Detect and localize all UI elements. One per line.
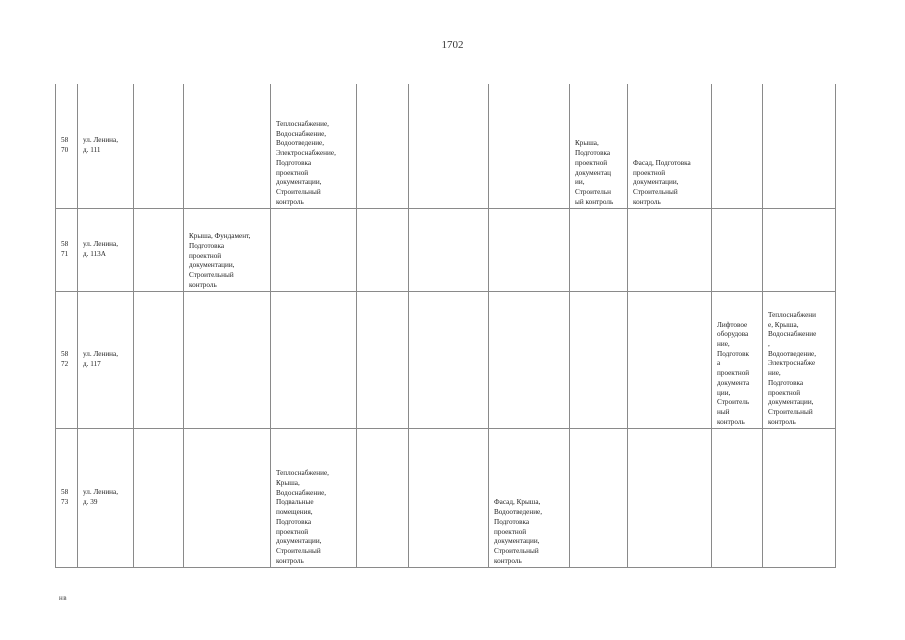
table-cell <box>712 84 763 208</box>
row-number-cell: 58 70 <box>56 84 78 208</box>
table-cell <box>570 291 628 428</box>
table-cell <box>134 208 184 291</box>
table-cell <box>570 208 628 291</box>
footer-mark: нв <box>59 594 68 602</box>
table-cell: Фасад, Подготовка проектной документации, Строительный контроль <box>628 84 712 208</box>
table-cell <box>712 428 763 567</box>
table-cell <box>184 84 271 208</box>
row-number-cell: 58 72 <box>56 291 78 428</box>
row-number-cell: 58 73 <box>56 428 78 567</box>
table-cell <box>763 84 836 208</box>
table-row <box>56 208 836 291</box>
table-cell <box>357 208 409 291</box>
table-cell: Фасад, Крыша, Водоотведение, Подготовка проектной документации, Строительный контроль <box>489 428 570 567</box>
address-cell: ул. Ленина, д. 113А <box>78 208 134 291</box>
table-cell: Теплоснабжени е, Крыша, Водоснабжение , Водоотведение, Электроснабже ние, Подготовка проектной документации, Строительный контроль <box>763 291 836 428</box>
table-cell <box>489 208 570 291</box>
table-cell <box>489 84 570 208</box>
table-cell <box>409 291 489 428</box>
table-cell <box>134 428 184 567</box>
table-cell <box>134 291 184 428</box>
table-cell <box>409 208 489 291</box>
table-cell <box>357 291 409 428</box>
table-row <box>56 428 836 567</box>
table-cell <box>489 291 570 428</box>
table-cell: Крыша, Фундамент, Подготовка проектной документации, Строительный контроль <box>184 208 271 291</box>
address-cell: ул. Ленина, д. 39 <box>78 428 134 567</box>
table-cell <box>184 291 271 428</box>
table-cell <box>357 84 409 208</box>
table-cell: Лифтовое оборудова ние, Подготовк а проектной документа ции, Строитель ный контроль <box>712 291 763 428</box>
table-cell <box>570 428 628 567</box>
table-cell <box>628 291 712 428</box>
row-number-cell: 58 71 <box>56 208 78 291</box>
table-cell <box>628 428 712 567</box>
table-cell <box>712 208 763 291</box>
table-cell <box>271 291 357 428</box>
table-cell <box>134 84 184 208</box>
table-row <box>56 291 836 428</box>
table-cell <box>184 428 271 567</box>
table-row <box>56 84 836 208</box>
table-cell <box>409 84 489 208</box>
table-cell: Крыша, Подготовка проектной документац ии, Строительн ый контроль <box>570 84 628 208</box>
address-cell: ул. Ленина, д. 111 <box>78 84 134 208</box>
table-cell <box>763 208 836 291</box>
address-cell: ул. Ленина, д. 117 <box>78 291 134 428</box>
table-cell <box>763 428 836 567</box>
works-table <box>55 84 836 568</box>
table-cell: Теплоснабжение, Водоснабжение, Водоотведение, Электроснабжение, Подготовка проектной документации, Строительный контроль <box>271 84 357 208</box>
table-cell <box>409 428 489 567</box>
table-cell <box>271 208 357 291</box>
table-cell: Теплоснабжение, Крыша, Водоснабжение, Подвальные помещения, Подготовка проектной документации, Строительный контроль <box>271 428 357 567</box>
page-number: 1702 <box>441 39 464 51</box>
table-cell <box>357 428 409 567</box>
table-cell <box>628 208 712 291</box>
